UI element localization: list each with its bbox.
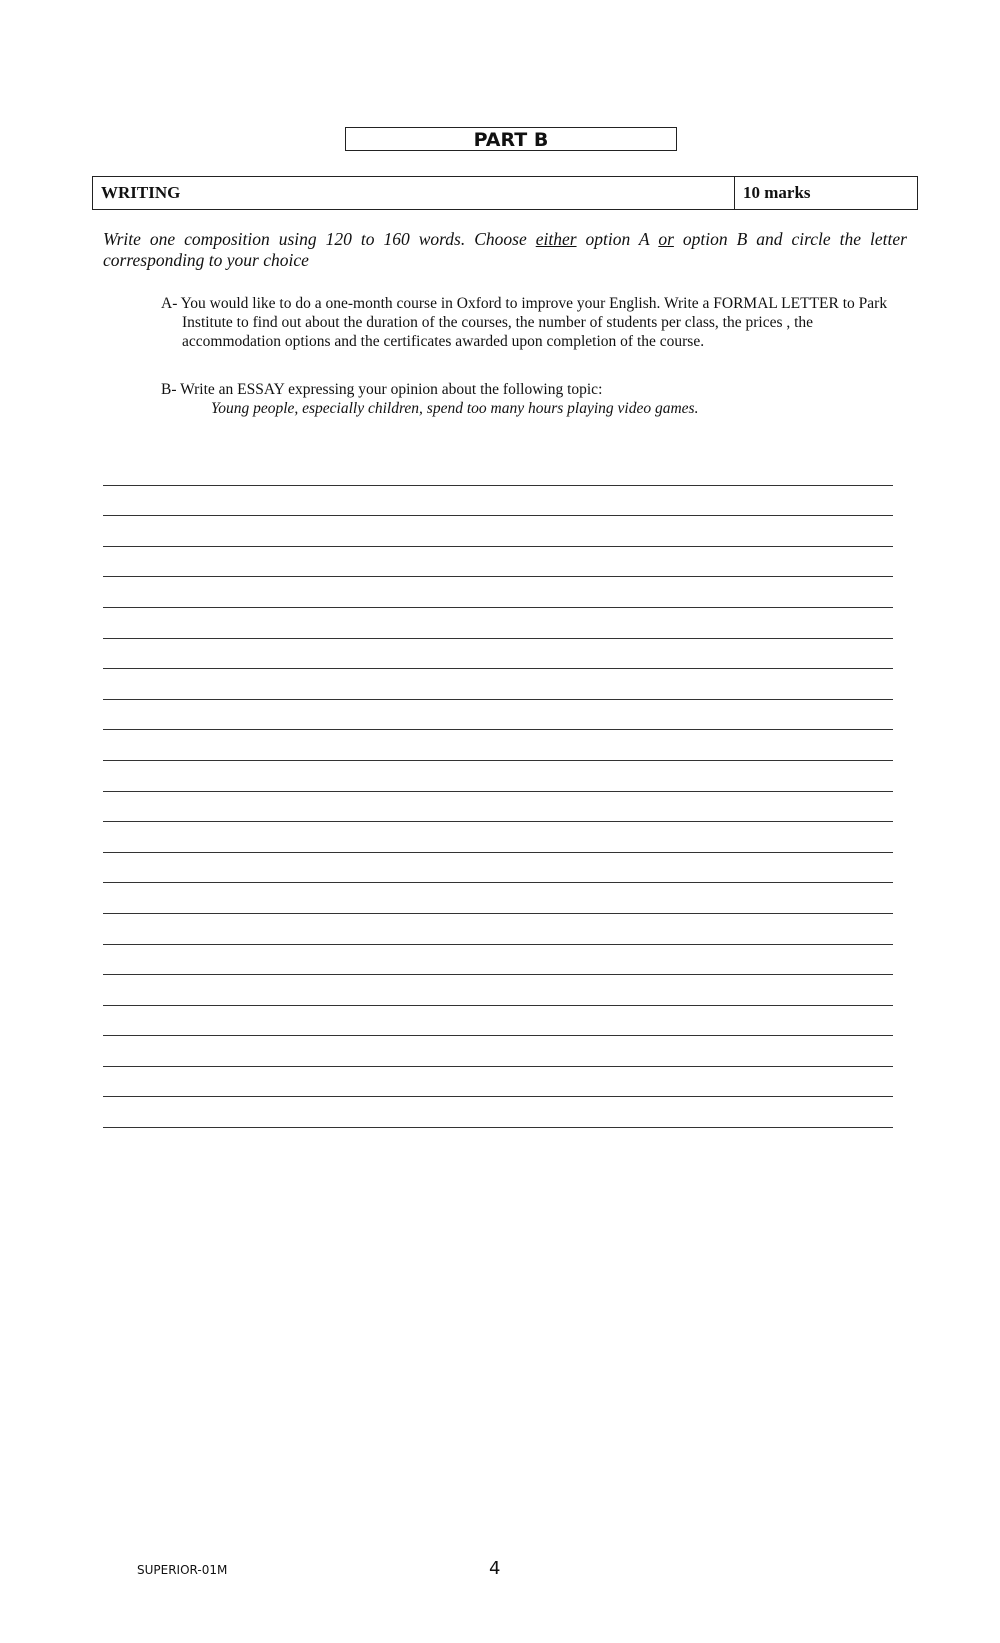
instructions-part3: option B and circle the letter corresponding to your choice bbox=[103, 229, 907, 270]
part-title: PART B bbox=[345, 127, 677, 151]
answer-line[interactable] bbox=[103, 792, 893, 823]
answer-line[interactable] bbox=[103, 730, 893, 761]
section-name: WRITING bbox=[93, 177, 735, 209]
option-a bbox=[161, 294, 901, 351]
answer-line[interactable] bbox=[103, 945, 893, 976]
option-b bbox=[161, 380, 901, 418]
footer-code: SUPERIOR-01M bbox=[137, 1563, 228, 1577]
option-a-text: A- You would like to do a one-month course in Oxford to improve your English. Write a FORMAL LETTER to Park Institute to find out about the duration of the courses, the number of students per class, the prices , the accommodation options and the certificates awarded upon completion of the course. bbox=[161, 295, 888, 350]
instructions-either: either bbox=[535, 229, 577, 249]
option-b-topic: Young people, especially children, spend too many hours playing video games. bbox=[211, 400, 699, 417]
instructions bbox=[103, 229, 907, 271]
answer-line[interactable] bbox=[103, 547, 893, 578]
answer-line[interactable] bbox=[103, 486, 893, 517]
answer-line[interactable] bbox=[103, 577, 893, 608]
answer-line[interactable] bbox=[103, 822, 893, 853]
answer-line[interactable] bbox=[103, 608, 893, 639]
answer-line[interactable] bbox=[103, 1097, 893, 1128]
section-header-table bbox=[92, 176, 918, 210]
answer-lines[interactable] bbox=[103, 455, 893, 1128]
answer-line[interactable] bbox=[103, 1036, 893, 1067]
answer-line[interactable] bbox=[103, 669, 893, 700]
answer-line[interactable] bbox=[103, 975, 893, 1006]
option-b-text: B- Write an ESSAY expressing your opinion about the following topic: bbox=[161, 381, 603, 398]
instructions-part2: option A bbox=[576, 229, 659, 249]
answer-line[interactable] bbox=[103, 1067, 893, 1098]
page-number: 4 bbox=[489, 1558, 501, 1579]
answer-line[interactable] bbox=[103, 914, 893, 945]
answer-line[interactable] bbox=[103, 853, 893, 884]
instructions-or: or bbox=[658, 229, 674, 249]
instructions-part1: Write one composition using 120 to 160 words. Choose bbox=[103, 229, 536, 249]
answer-line[interactable] bbox=[103, 516, 893, 547]
answer-line[interactable] bbox=[103, 639, 893, 670]
answer-line[interactable] bbox=[103, 761, 893, 792]
section-marks: 10 marks bbox=[743, 183, 811, 202]
answer-line[interactable] bbox=[103, 700, 893, 731]
answer-line[interactable] bbox=[103, 1006, 893, 1037]
answer-line[interactable] bbox=[103, 883, 893, 914]
answer-line[interactable] bbox=[103, 455, 893, 486]
